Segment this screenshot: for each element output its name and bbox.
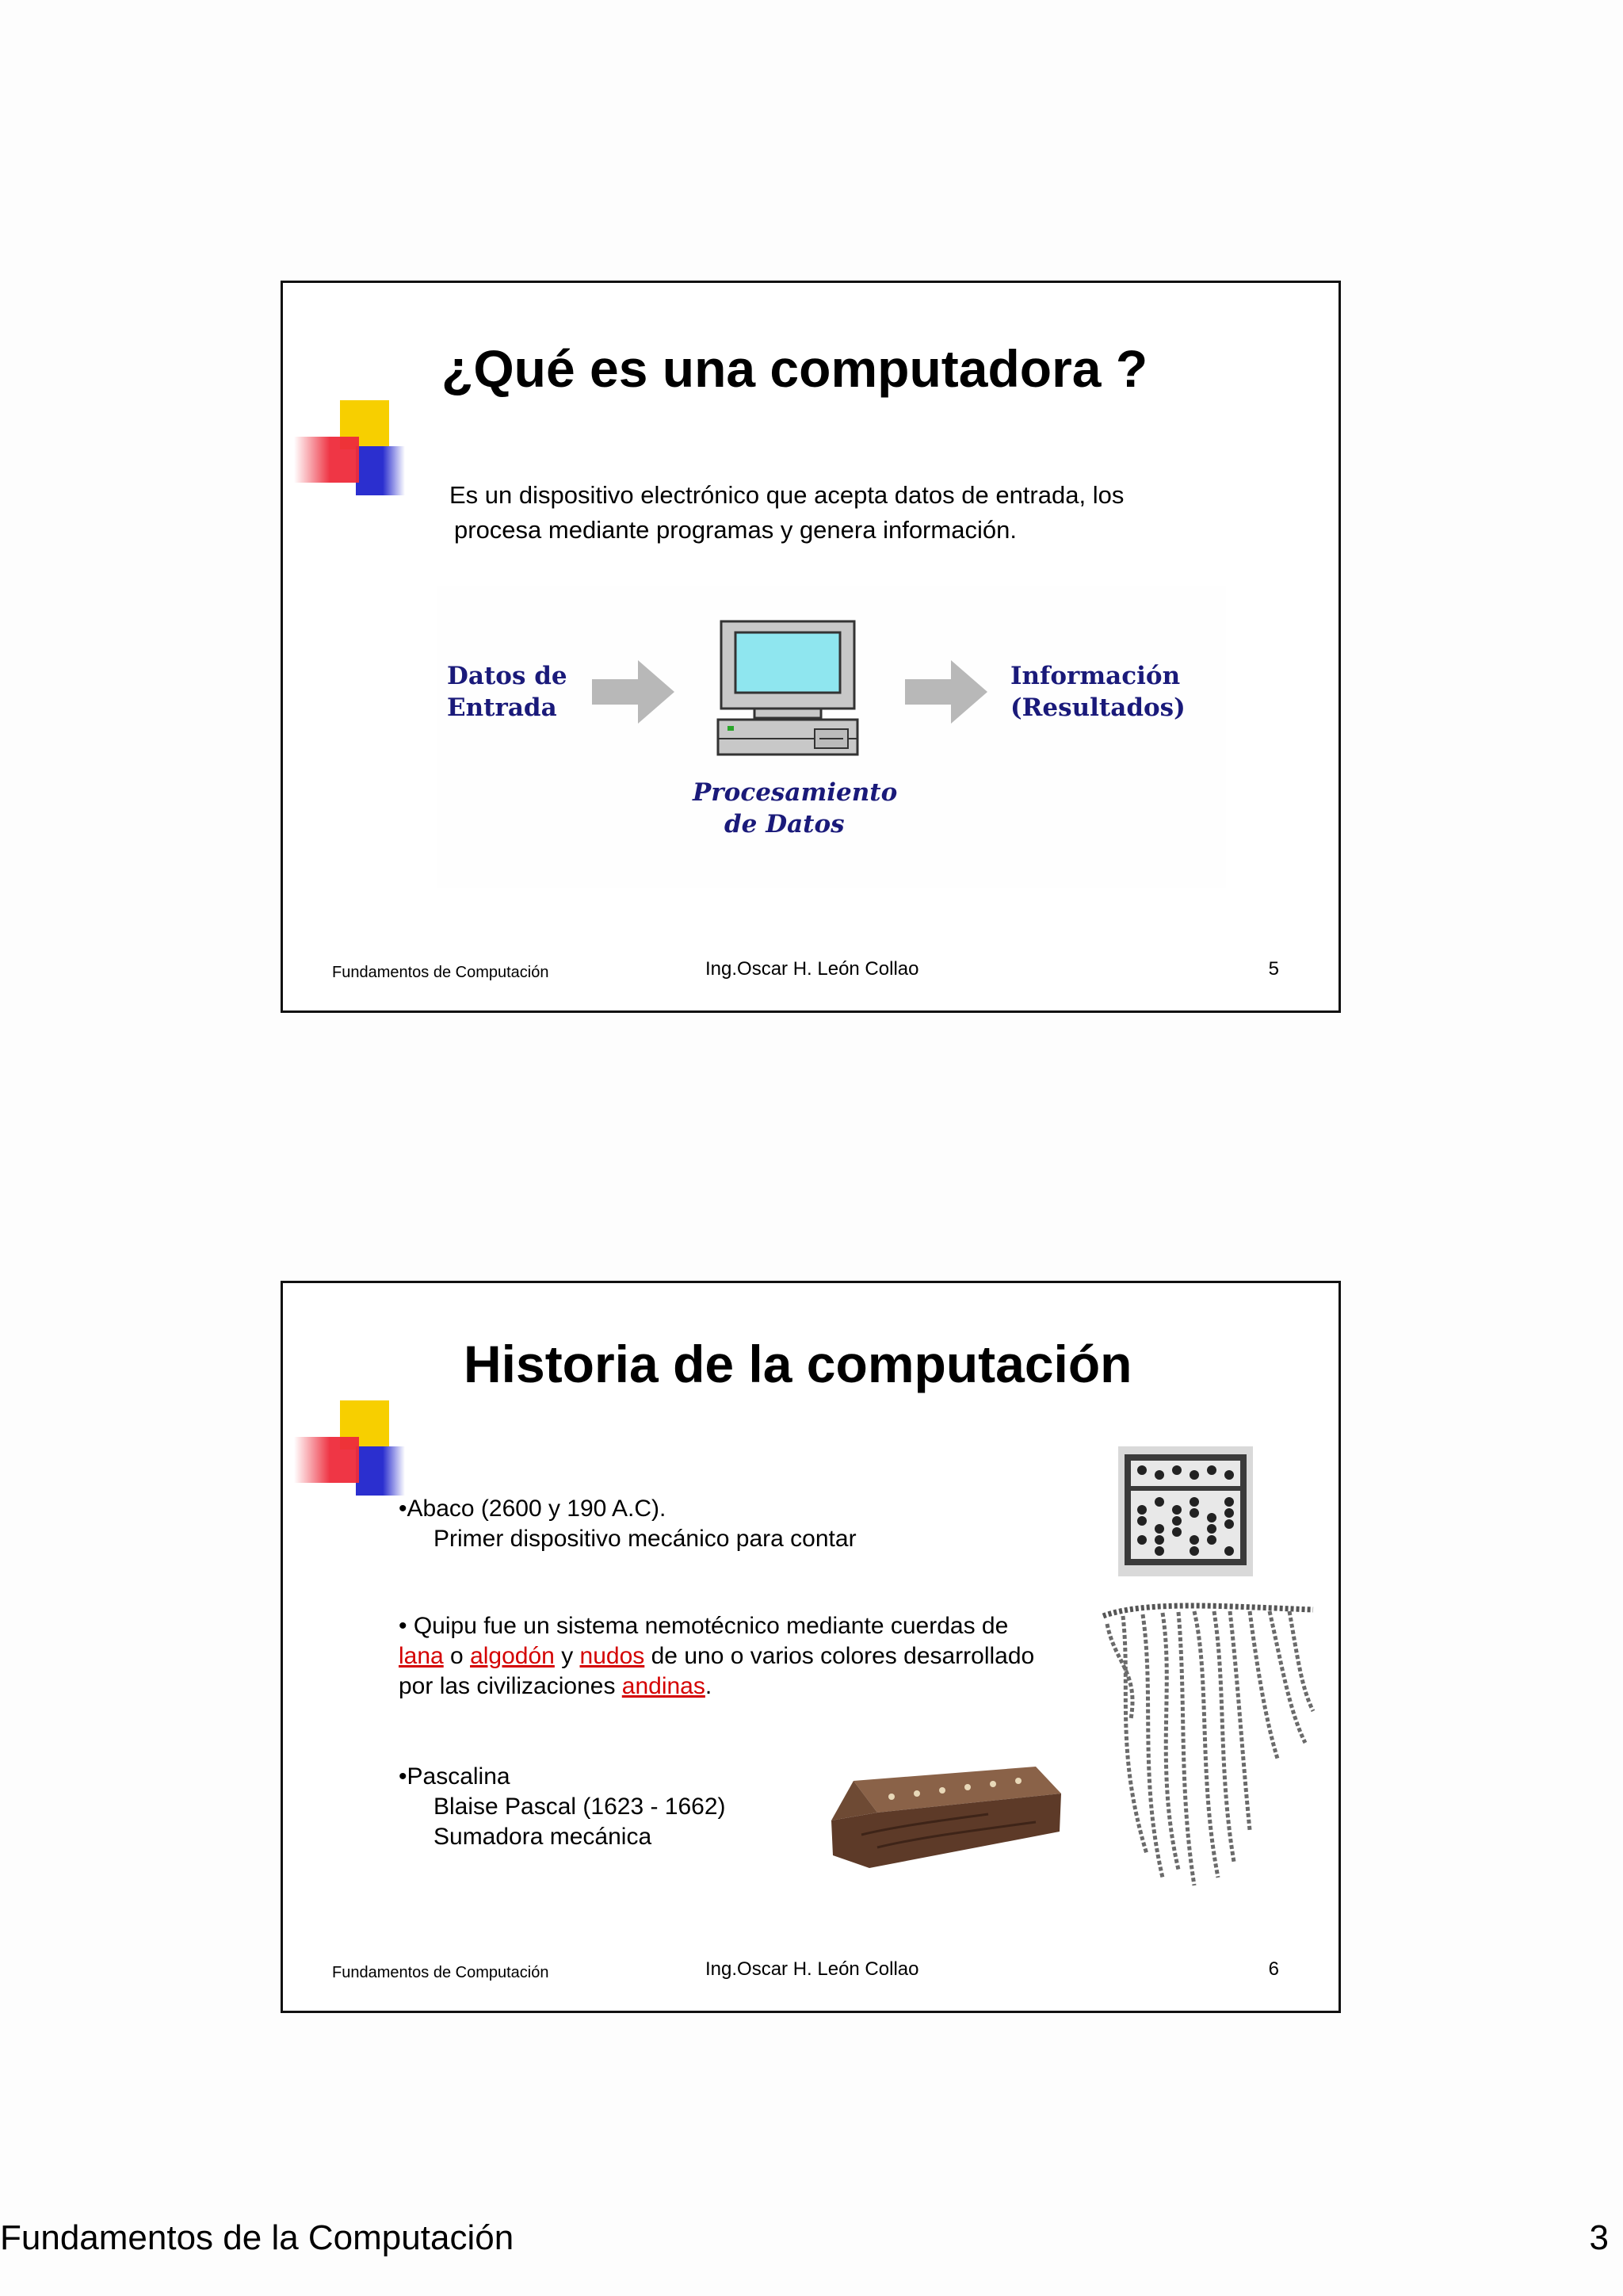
slide-footer-page: 6	[1268, 1958, 1279, 1980]
abaco-line: •Abaco (2600 y 190 A.C).	[399, 1496, 666, 1522]
input-label	[447, 660, 567, 724]
process-label-line: de Datos	[724, 810, 845, 839]
quipu-text: y	[554, 1643, 580, 1669]
process-label-line: Procesamiento	[693, 778, 898, 807]
slide-text-line: procesa mediante programas y genera información.	[454, 516, 1017, 544]
arrow-right-icon	[592, 660, 674, 724]
slide-footer-course: Fundamentos de Computación	[332, 964, 549, 981]
abacus-image	[1118, 1446, 1253, 1576]
pascalina-item	[399, 1762, 726, 1852]
slide-footer-author: Ing.Oscar H. León Collao	[705, 958, 919, 980]
process-label	[693, 777, 897, 840]
slide-text-line: Es un dispositivo electrónico que acepta datos de entrada, los	[449, 481, 1125, 509]
link-lana[interactable]: lana	[399, 1643, 444, 1669]
pascalina-line: Blaise Pascal (1623 - 1662)	[433, 1794, 726, 1820]
slide-decoration	[294, 1400, 392, 1500]
slide-decoration	[294, 400, 392, 500]
quipu-text: de uno o varios colores desarrollado	[644, 1643, 1035, 1669]
pascalina-line: Sumadora mecánica	[433, 1824, 652, 1850]
slide-computing-history	[281, 1281, 1341, 2013]
slide-footer-course: Fundamentos de Computación	[332, 1964, 549, 1981]
slide-what-is-a-computer	[281, 281, 1341, 1013]
abaco-item	[399, 1494, 857, 1554]
deco-red-bar	[294, 1437, 359, 1483]
link-andinas[interactable]: andinas	[621, 1673, 705, 1699]
arrow-right-icon	[905, 660, 987, 724]
quipu-text: por las civilizaciones	[399, 1673, 622, 1699]
deco-blue-square	[356, 1446, 405, 1496]
slide-title: Historia de la computación	[464, 1335, 1132, 1393]
quipu-text: .	[705, 1673, 712, 1699]
quipu-line	[399, 1671, 1034, 1702]
quipu-image	[1099, 1592, 1321, 1893]
pascalina-image	[830, 1759, 1067, 1874]
link-algodon[interactable]: algodón	[470, 1643, 555, 1669]
computer-icon	[716, 620, 859, 762]
output-label-line: (Resultados)	[1010, 693, 1186, 722]
quipu-line	[399, 1641, 1034, 1671]
link-nudos[interactable]: nudos	[579, 1643, 645, 1669]
deco-red-bar	[294, 437, 359, 483]
quipu-item	[399, 1611, 1034, 1702]
page-footer-title: Fundamentos de la Computación	[0, 2218, 514, 2257]
slide-footer-author: Ing.Oscar H. León Collao	[705, 1958, 919, 1980]
output-label-line: Información	[1010, 662, 1181, 690]
slide-text	[449, 478, 1124, 548]
quipu-text: o	[443, 1643, 471, 1669]
deco-blue-square	[356, 446, 405, 495]
output-label	[1010, 660, 1186, 724]
quipu-line: • Quipu fue un sistema nemotécnico mediante cuerdas de	[399, 1613, 1009, 1639]
slide-title: ¿Qué es una computadora ?	[441, 339, 1148, 398]
slide-footer-page: 5	[1268, 958, 1279, 980]
page-number: 3	[1589, 2218, 1609, 2257]
input-label-line: Datos de	[447, 662, 567, 690]
input-label-line: Entrada	[447, 693, 557, 722]
pascalina-line: •Pascalina	[399, 1763, 510, 1790]
processing-diagram	[437, 586, 1226, 888]
abaco-line: Primer dispositivo mecánico para contar	[433, 1526, 857, 1552]
